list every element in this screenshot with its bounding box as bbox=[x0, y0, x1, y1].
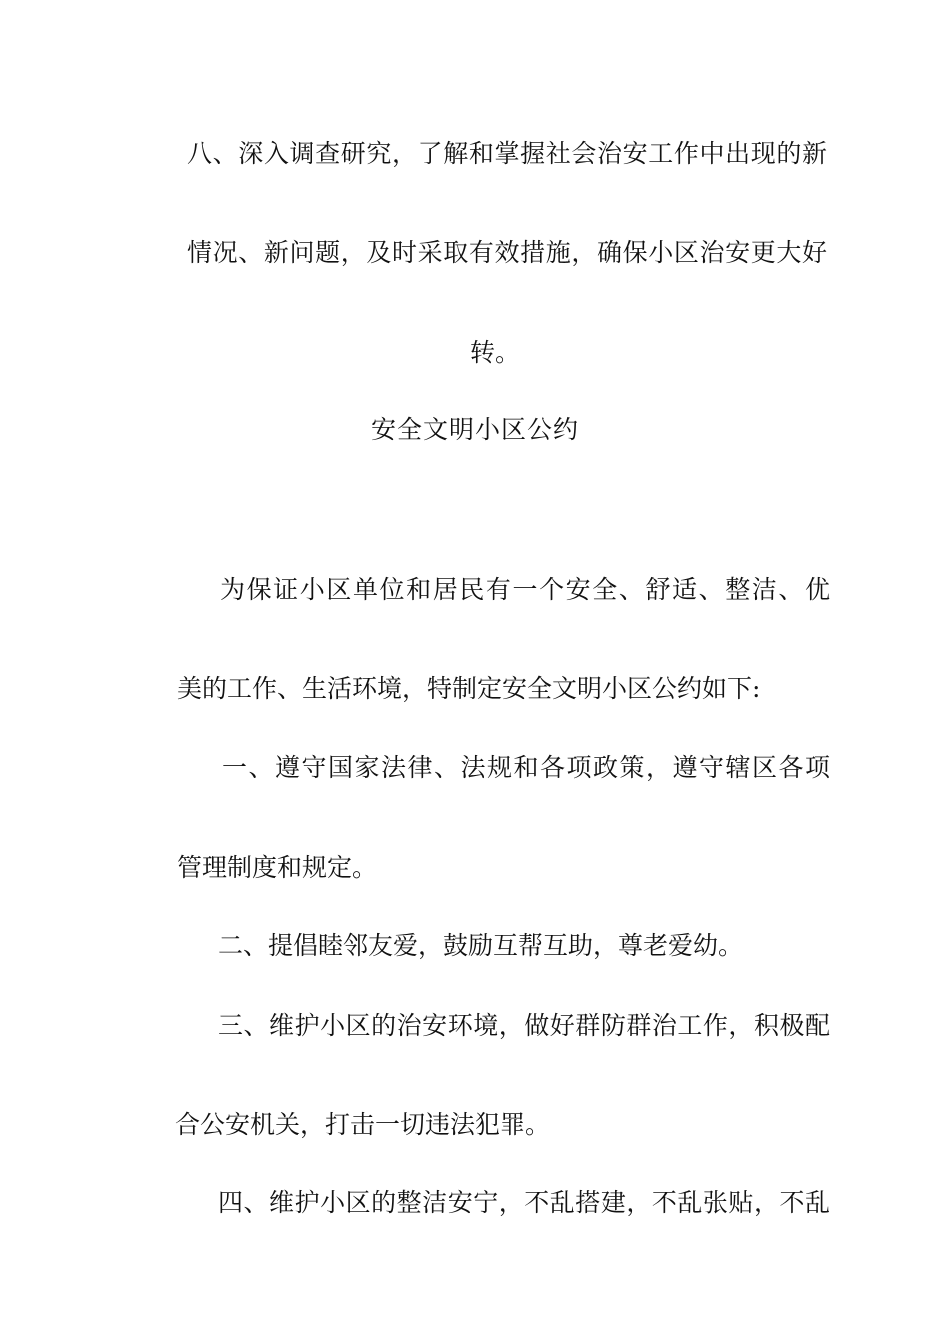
continuation-line-3: 转。 bbox=[469, 338, 520, 367]
continuation-line-1: 八、深入调查研究，了解和掌握社会治安工作中出现的新 bbox=[187, 139, 827, 168]
item3-line-1: 三、维护小区的治安环境，做好群防群治工作，积极配 bbox=[218, 1011, 830, 1040]
item1-line-2: 管理制度和规定。 bbox=[177, 853, 378, 882]
item3-line-2: 合公安机关，打击一切违法犯罪。 bbox=[175, 1110, 551, 1139]
item4-line-1: 四、维护小区的整洁安宁，不乱搭建，不乱张贴，不乱 bbox=[218, 1188, 830, 1217]
item1-line-1: 一、遵守国家法律、法规和各项政策，遵守辖区各项 bbox=[222, 753, 830, 782]
intro-line-2: 美的工作、生活环境，特制定安全文明小区公约如下: bbox=[177, 674, 761, 703]
item2-line-1: 二、提倡睦邻友爱，鼓励互帮互助，尊老爱幼。 bbox=[218, 931, 744, 960]
intro-line-1: 为保证小区单位和居民有一个安全、舒适、整洁、优 bbox=[220, 575, 830, 604]
continuation-line-2: 情况、新问题，及时采取有效措施，确保小区治安更大好 bbox=[187, 238, 827, 267]
document-title: 安全文明小区公约 bbox=[370, 415, 579, 444]
